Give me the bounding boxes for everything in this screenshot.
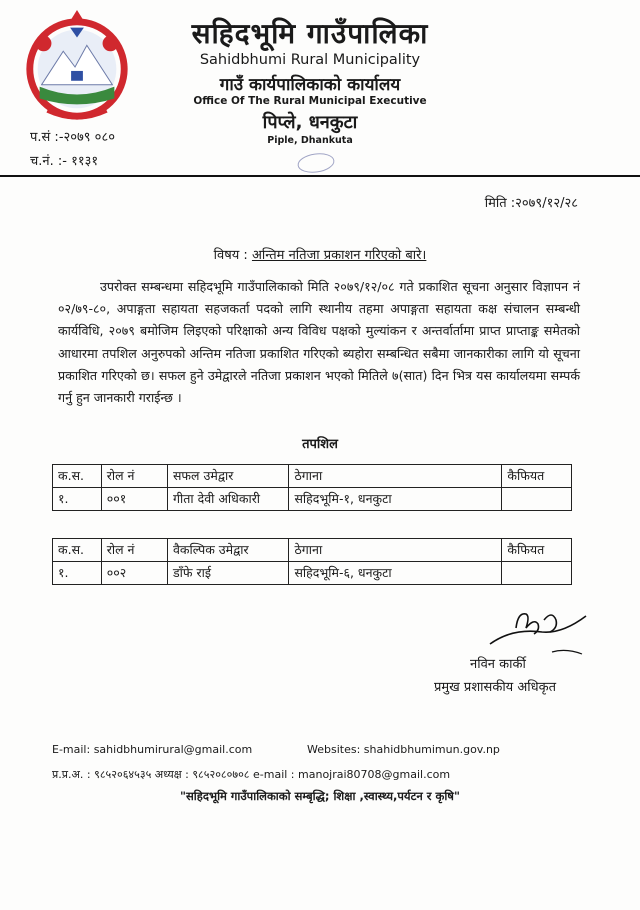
letter-subject (0, 245, 640, 263)
table-row (53, 562, 572, 585)
footer-email: E-mail: sahidbhumirural@gmail.com (52, 743, 253, 756)
cell-serial: १. (53, 488, 102, 511)
signatory-name: नविन कार्की (470, 657, 526, 672)
cell-serial: १. (53, 562, 102, 585)
municipality-title-nepali: सहिदभूमि गाउँपालिका (191, 17, 429, 50)
dispatch-number: च.नं. :- ११३१ (30, 154, 99, 169)
cell-candidate: डाँफे राई (167, 562, 289, 585)
signatory-designation: प्रमुख प्रशासकीय अधिकृत (434, 680, 557, 695)
address-nepali: पिप्ले, धनकुटा (262, 112, 358, 133)
signature-icon (482, 598, 592, 660)
footer-website: Websites: shahidbhumimun.gov.np (307, 743, 500, 756)
cell-roll: ००२ (101, 562, 167, 585)
cell-remarks (502, 562, 572, 585)
subject-text: अन्तिम नतिजा प्रकाशन गरिएको बारे। (251, 248, 427, 263)
cell-candidate: गीता देवी अधिकारी (167, 488, 289, 511)
col-header-serial: क.स. (53, 539, 102, 562)
col-header-serial: क.स. (53, 465, 102, 488)
letter-body: उपरोक्त सम्बन्धमा सहिदभूमि गाउँपालिकाको मिति २०७९/१२/०८ गते प्रकाशित सूचना अनुसार विज्ञापन नं ०२/७९-८०, अपाङ्गता सहायता सहजकर्ता पदको लागि स्थानीय तहमा अपाङ्गता सहायता कक्ष संचालन सम्बन्धी कार्यविधि, २०७९ बमोजिम लिइएको परिक्षाको अन्य विविध पक्षको मुल्यांकन र अन्तर्वार्तामा प्राप्त प्राप्ताङ्क समेतको आधारमा तपशिल अनुरुपको अन्तिम नतिजा प्रकाशित गरिएको ब्यहोरा सम्बन्धित सबैमा जानकारीका लागि यो सूचना प्रकाशित गरिएको छ। सफल हुने उमेद्वारले नतिजा प्रकाशन भएको मितिले ७(सात) दिन भित्र यस कार्यालयमा सम्पर्क गर्नु हुन जानकारी गराईन्छ । (58, 279, 580, 406)
col-header-candidate: वैकल्पिक उमेद्वार (167, 539, 289, 562)
col-header-address: ठेगाना (289, 465, 502, 488)
col-header-address: ठेगाना (289, 539, 502, 562)
footer-contacts: प्र.प्र.अ. : ९८५२०६४५३५ अध्यक्ष : ९८५२०८०७०८ e-mail : manojrai80708@gmail.com (52, 768, 451, 781)
municipality-title-english: Sahidbhumi Rural Municipality (199, 52, 421, 68)
table-row (53, 488, 572, 511)
cell-roll: ००१ (101, 488, 167, 511)
alternate-candidate-table (52, 538, 572, 585)
office-name-english: Office Of The Rural Municipal Executive (193, 95, 427, 107)
nepal-emblem-icon (18, 8, 136, 126)
header-divider (0, 175, 640, 177)
cell-address: सहिदभूमि-६, धनकुटा (289, 562, 502, 585)
col-header-roll: रोल नं (101, 465, 167, 488)
col-header-candidate: सफल उमेद्वार (167, 465, 289, 488)
successful-candidate-table (52, 464, 572, 511)
table-header-row (53, 539, 572, 562)
office-name-nepali: गाउँ कार्यपालिकाको कार्यालय (219, 75, 401, 95)
subject-label: विषय : (213, 248, 248, 263)
col-header-remarks: कैफियत (502, 539, 572, 562)
col-header-roll: रोल नं (101, 539, 167, 562)
cell-remarks (502, 488, 572, 511)
letter-date: मिति :२०७९/१२/२८ (484, 196, 578, 211)
footer-tagline: "सहिदभूमि गाउँपालिकाको सम्बृद्धि; शिक्षा ,स्वास्थ्य,पर्यटन र कृषि" (180, 789, 460, 803)
cell-address: सहिदभूमि-१, धनकुटा (289, 488, 502, 511)
table-header-row (53, 465, 572, 488)
col-header-remarks: कैफियत (502, 465, 572, 488)
address-english: Piple, Dhankuta (267, 135, 353, 146)
received-stamp-icon (295, 149, 338, 176)
letter-reference-number: प.सं :-२०७९ ०८० (30, 130, 115, 145)
details-heading: तपशिल (302, 437, 338, 452)
